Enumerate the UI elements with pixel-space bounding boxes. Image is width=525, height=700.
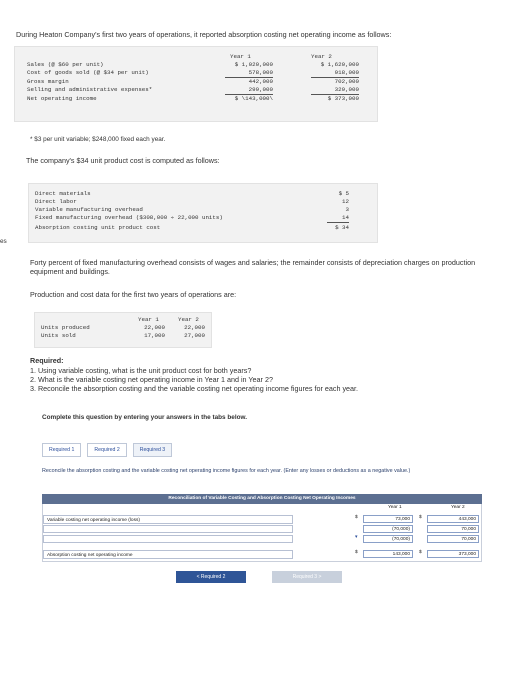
- unit-cost-intro: The company's $34 unit product cost is computed as follows:: [26, 156, 220, 165]
- unit-cost-label: Direct labor: [35, 198, 77, 205]
- tab-bar: [42, 443, 172, 457]
- production-row-y2: 27,000: [184, 332, 205, 339]
- row1-dollar-y2: $: [419, 515, 422, 520]
- required-item: 1. Using variable costing, what is the unit product cost for both years?: [30, 366, 252, 375]
- unit-cost-value: $ 34: [335, 224, 349, 231]
- required-heading: Required:: [30, 356, 64, 365]
- row2-input-y2[interactable]: 70,000: [427, 525, 479, 533]
- unit-cost-value: $ 5: [338, 190, 349, 197]
- income-col-year1: Year 1: [230, 53, 251, 60]
- unit-cost-box: [28, 183, 378, 243]
- unit-cost-label: Absorption costing unit product cost: [35, 224, 161, 231]
- overhead-paragraph: Forty percent of fixed manufacturing overhead consists of wages and salaries; the remainder consists of depreciation charges on production equipment and buildings.: [30, 258, 476, 276]
- income-row-label: Selling and administrative expenses*: [27, 86, 153, 93]
- production-row-y1: 22,000: [144, 324, 165, 331]
- row4-input-y1[interactable]: 143,000: [363, 550, 413, 558]
- unit-cost-label: Direct materials: [35, 190, 91, 197]
- production-row-label: Units sold: [41, 332, 76, 339]
- prev-required-button[interactable]: < Required 2: [176, 571, 246, 583]
- recon-col-year1: Year 1: [388, 505, 402, 510]
- intro-text: During Heaton Company's first two years of operations, it reported absorption costing net operating income as follows:: [16, 30, 392, 39]
- income-row-y2: $ 1,620,000: [320, 61, 359, 68]
- income-row-y2: $ 373,000: [327, 95, 359, 102]
- tab-required-2[interactable]: Required 2: [87, 443, 126, 457]
- row1-label: Variable costing net operating income (loss): [43, 515, 293, 524]
- row2-label-select[interactable]: [43, 525, 293, 533]
- production-col-year1: Year 1: [138, 316, 159, 323]
- income-row-label: Net operating income: [27, 95, 97, 102]
- row1-dollar-y1: $: [355, 515, 358, 520]
- instruction-text: Complete this question by entering your answers in the tabs below.: [42, 414, 248, 421]
- production-box: [34, 312, 212, 348]
- required-item: 2. What is the variable costing net operating income in Year 1 and in Year 2?: [30, 375, 273, 384]
- income-col-year2: Year 2: [311, 53, 332, 60]
- row1-input-y2[interactable]: 443,000: [427, 515, 479, 523]
- tab-required-1[interactable]: Required 1: [42, 443, 81, 457]
- income-row-y1: $ 1,020,000: [234, 61, 273, 68]
- income-statement-box: [14, 46, 378, 122]
- unit-cost-value: 14: [327, 214, 349, 223]
- side-mark: es: [0, 238, 7, 245]
- production-col-year2: Year 2: [178, 316, 199, 323]
- income-row-y1: $ \143,000\: [234, 95, 273, 102]
- row4-input-y2[interactable]: 373,000: [427, 550, 479, 558]
- production-row-label: Units produced: [41, 324, 90, 331]
- recon-col-year2: Year 2: [451, 505, 465, 510]
- income-row-y2: 702,000: [334, 78, 359, 85]
- income-row-y1: 299,000: [225, 86, 273, 95]
- production-row-y2: 22,000: [184, 324, 205, 331]
- unit-cost-label: Fixed manufacturing overhead ($308,000 ÷ 22,000 units): [35, 214, 223, 221]
- recon-title: Reconciliation of Variable Costing and Absorption Costing Net Operating Incomes: [42, 494, 482, 504]
- footnote: * $3 per unit variable; $248,000 fixed each year.: [30, 136, 166, 143]
- row1-input-y1[interactable]: 73,000: [363, 515, 413, 523]
- income-row-label: Sales (@ $60 per unit): [27, 61, 104, 68]
- income-row-y2: 329,000: [311, 86, 359, 95]
- required-item: 3. Reconcile the absorption costing and the variable costing net operating income figures for each year.: [30, 384, 359, 393]
- next-required-button[interactable]: Required 3 >: [272, 571, 342, 583]
- row4-dollar-y2: $: [419, 550, 422, 555]
- tab-required-3[interactable]: Required 3: [133, 443, 172, 457]
- row3-input-y2[interactable]: 70,000: [427, 535, 479, 543]
- chevron-down-icon[interactable]: ▾: [355, 535, 358, 540]
- income-row-y1: 578,000: [225, 69, 273, 78]
- row4-label: Absorption costing net operating income: [43, 550, 293, 559]
- unit-cost-label: Variable manufacturing overhead: [35, 206, 143, 213]
- production-row-y1: 17,000: [144, 332, 165, 339]
- row4-dollar-y1: $: [355, 550, 358, 555]
- income-row-label: Cost of goods sold (@ $34 per unit): [27, 69, 149, 76]
- row2-input-y1[interactable]: (70,000): [363, 525, 413, 533]
- recon-table: [42, 504, 482, 562]
- row3-input-y1[interactable]: (70,000): [363, 535, 413, 543]
- recon-instruction: Reconcile the absorption costing and the variable costing net operating income figures for each year. (Enter any losses or deductions as a negative value.): [42, 468, 411, 474]
- income-row-y2: 918,000: [311, 69, 359, 78]
- income-row-label: Gross margin: [27, 78, 69, 85]
- unit-cost-value: 12: [342, 198, 349, 205]
- production-intro: Production and cost data for the first two years of operations are:: [30, 290, 237, 299]
- unit-cost-value: 3: [345, 206, 349, 213]
- row3-label-select[interactable]: [43, 535, 293, 543]
- income-row-y1: 442,000: [248, 78, 273, 85]
